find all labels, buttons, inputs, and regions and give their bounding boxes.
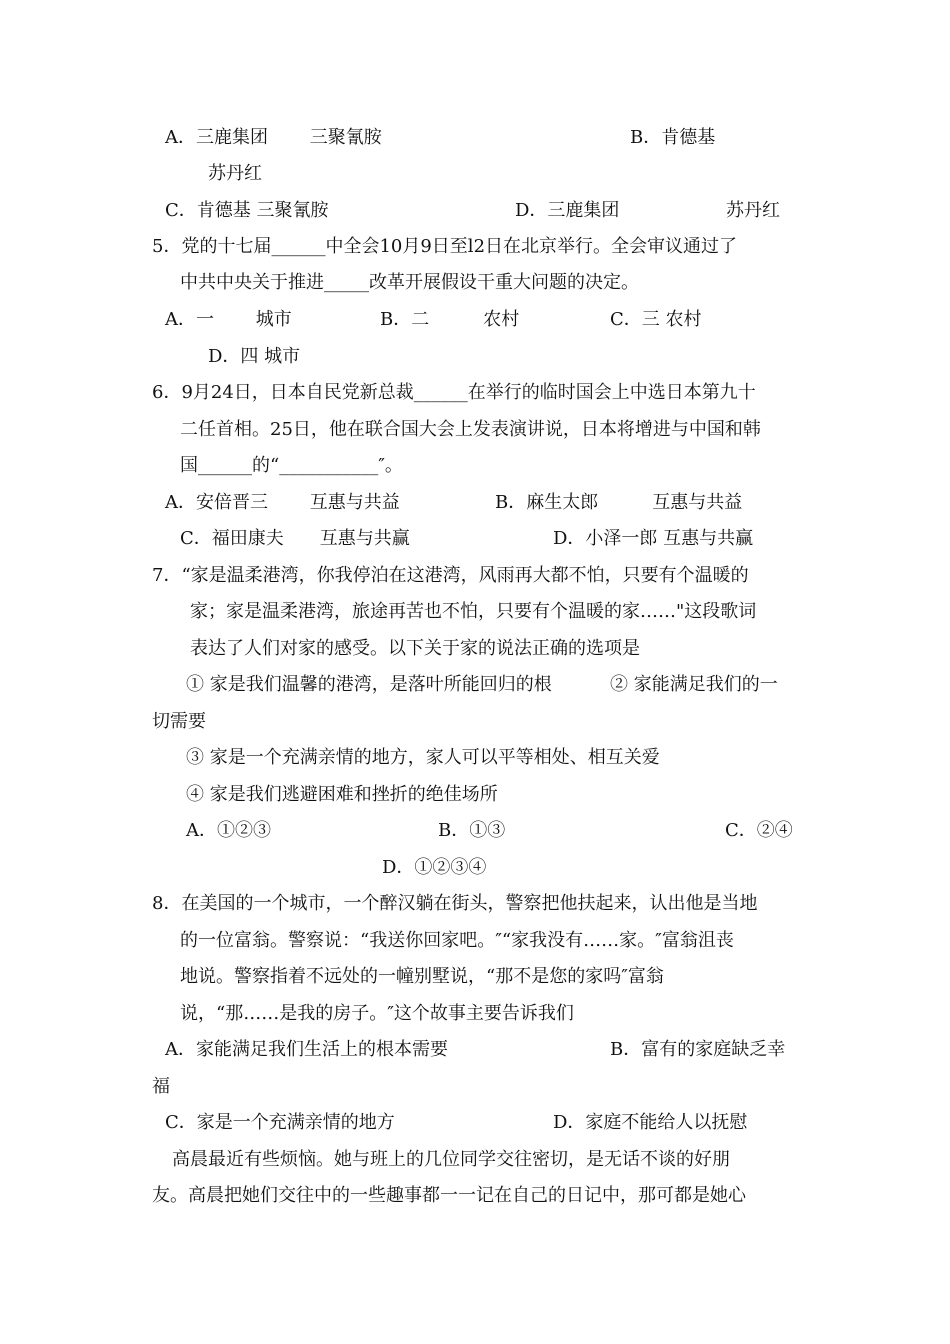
- q7-statement-4: ④ 家是我们逃避困难和挫折的绝佳场所: [186, 784, 498, 805]
- q4-option-b: B．肯德基: [630, 127, 716, 148]
- q7-stem-line-3: 表达了人们对家的感受。以下关于家的说法正确的选项是: [190, 638, 640, 659]
- q4-option-b-continued: 苏丹红: [208, 163, 262, 184]
- q6-option-a: A．安倍晋三 互惠与共益: [165, 492, 400, 513]
- q8-option-a: A．家能满足我们生活上的根本需要: [165, 1039, 448, 1060]
- q4-option-c: C．肯德基 三聚氰胺: [165, 200, 329, 221]
- q5-stem-line-1: 5．党的十七届______中全会10月9日至l2日在北京举行。全会审议通过了: [152, 236, 738, 257]
- q4-option-d-tail: 苏丹红: [726, 200, 780, 221]
- q7-stem-line-1: 7．“家是温柔港湾，你我停泊在这港湾，风雨再大都不怕，只要有个温暖的: [152, 565, 749, 586]
- q8-option-b: B．富有的家庭缺乏幸: [610, 1039, 786, 1060]
- q7-option-b: B．①③: [438, 820, 506, 841]
- q5-option-a: A．一 城市: [165, 309, 292, 330]
- q8-option-b-continued: 福: [152, 1076, 170, 1097]
- q5-option-d: D．四 城市: [208, 346, 301, 367]
- q6-stem-line-1: 6．9月24日，日本自民党新总裁______在举行的临时国会上中选日本第九十: [152, 382, 756, 403]
- q7-option-d: D．①②③④: [382, 857, 487, 878]
- q7-statement-2-continued: 切需要: [152, 711, 206, 732]
- q8-option-d: D．家庭不能给人以抚慰: [553, 1112, 748, 1133]
- q8-stem-line-4: 说，“那……是我的房子。″这个故事主要告诉我们: [180, 1003, 574, 1024]
- q5-stem-line-2: 中共中央关于推进_____改革开展假设干重大问题的决定。: [180, 272, 639, 293]
- q8-stem-line-2: 的一位富翁。警察说：“我送你回家吧。″“家我没有……家。″富翁沮丧: [180, 930, 734, 951]
- q6-option-c: C．福田康夫 互惠与共赢: [180, 528, 410, 549]
- q5-option-c: C．三 农村: [610, 309, 702, 330]
- q7-statement-3: ③ 家是一个充满亲情的地方，家人可以平等相处、相互关爱: [186, 747, 660, 768]
- q7-option-c: C．②④: [725, 820, 793, 841]
- q4-option-a: A．三鹿集团 三聚氰胺: [165, 127, 382, 148]
- q5-option-b: B．二 农村: [380, 309, 520, 330]
- q7-option-a: A．①②③: [186, 820, 271, 841]
- q6-stem-line-2: 二任首相。25日，他在联合国大会上发表演讲说，日本将增进与中国和韩: [180, 419, 761, 440]
- q7-statement-2: ② 家能满足我们的一: [610, 674, 778, 695]
- q8-stem-line-3: 地说。警察指着不远处的一幢别墅说，“那不是您的家吗″富翁: [180, 966, 664, 987]
- q8-option-c: C．家是一个充满亲情的地方: [165, 1112, 395, 1133]
- q6-option-b: B．麻生太郎 互惠与共益: [495, 492, 743, 513]
- q4-option-d: D．三鹿集团: [515, 200, 620, 221]
- q8-stem-line-1: 8．在美国的一个城市，一个醉汉躺在街头，警察把他扶起来，认出他是当地: [152, 893, 758, 914]
- q6-option-d: D．小泽一郎 互惠与共赢: [553, 528, 754, 549]
- passage-line-1: 高晨最近有些烦恼。她与班上的几位同学交往密切，是无话不谈的好朋: [172, 1149, 730, 1170]
- q6-stem-line-3: 国______的“___________″。: [180, 455, 403, 476]
- passage-line-2: 友。高晨把她们交往中的一些趣事都一一记在自己的日记中，那可都是她心: [152, 1185, 746, 1206]
- q7-stem-line-2: 家；家是温柔港湾，旅途再苦也不怕，只要有个温暖的家……"这段歌词: [190, 601, 757, 622]
- q7-statement-1: ① 家是我们温馨的港湾，是落叶所能回归的根: [186, 674, 552, 695]
